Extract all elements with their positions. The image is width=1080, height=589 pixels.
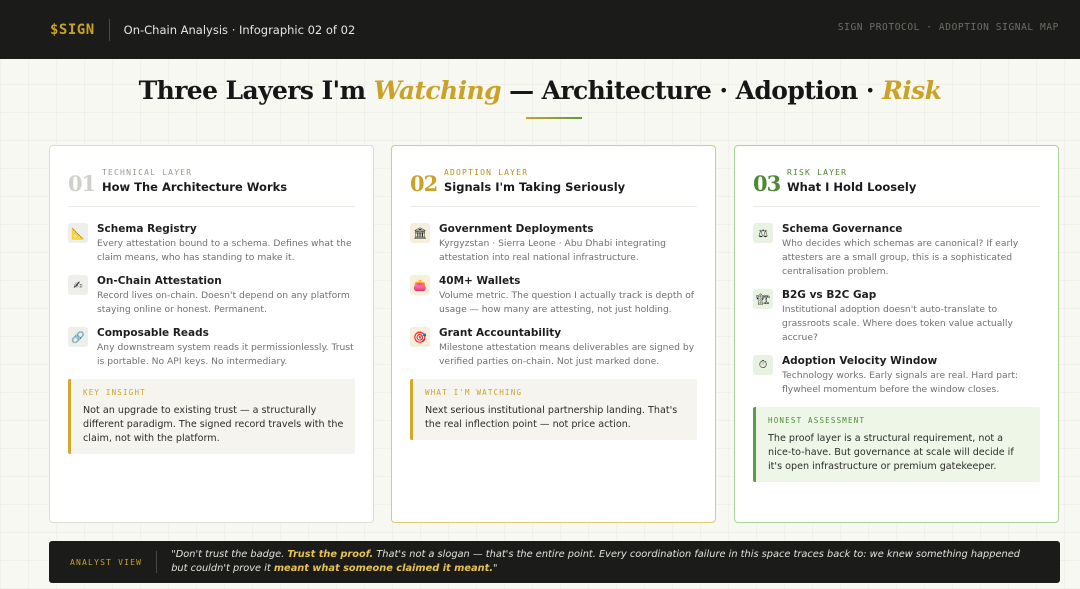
item-title: Schema Governance xyxy=(782,223,903,235)
item-description: Volume metric. The question I actually track is depth of usage — how many are attesting, not just holding. xyxy=(439,290,695,315)
item-description: Institutional adoption doesn't auto-translate to grassroots scale. Where does token value actually accrue? xyxy=(782,304,1013,343)
list-item xyxy=(68,275,355,317)
wallet-icon: 👛 xyxy=(410,275,430,295)
layer-label: RISK LAYER xyxy=(787,168,848,177)
item-description: Every attestation bound to a schema. Defines what the claim means, who has standing to make it. xyxy=(97,238,352,263)
list-item xyxy=(753,355,1040,397)
top-bar xyxy=(0,0,1080,59)
card-technical-layer xyxy=(49,145,374,523)
item-title: Grant Accountability xyxy=(439,327,562,339)
card-risk-layer xyxy=(734,145,1059,523)
card-header xyxy=(753,146,1040,207)
callout-text: Not an upgrade to existing trust — a structurally different paradigm. The signed record travels with the claim, not with the platform. xyxy=(83,405,344,444)
item-title: 40M+ Wallets xyxy=(439,275,521,287)
item-title: On-Chain Attestation xyxy=(97,275,222,287)
callout-label: WHAT I'M WATCHING xyxy=(425,388,523,397)
callout-label: HONEST ASSESSMENT xyxy=(768,416,866,425)
card-number: 03 xyxy=(753,171,781,196)
signing-pen-icon: ✍ xyxy=(68,275,88,295)
layer-label: ADOPTION LAYER xyxy=(444,168,529,177)
watching-callout xyxy=(410,379,697,440)
footer-label: ANALYST VIEW xyxy=(70,557,143,567)
brand-logo: $SIGN xyxy=(50,21,95,38)
item-title: Schema Registry xyxy=(97,223,197,235)
stopwatch-icon: ⏱ xyxy=(753,355,773,375)
footer-divider xyxy=(156,551,157,573)
list-item xyxy=(753,289,1040,345)
item-description: Kyrgyzstan · Sierra Leone · Abu Dhabi integrating attestation into real national infrastructure. xyxy=(439,238,666,263)
header-subtitle: On-Chain Analysis · Infographic 02 of 02 xyxy=(123,22,356,37)
header-right-label: SIGN PROTOCOL · ADOPTION SIGNAL MAP xyxy=(837,22,1059,33)
callout-text: The proof layer is a structural requirement, not a nice-to-have. But governance at scale will decide if it's open infrastructure or premium gatekeeper. xyxy=(768,433,1014,472)
item-description: Technology works. Early signals are real. Hard part: flywheel momentum before the window closes. xyxy=(782,370,1019,395)
quote-middle: That's not a slogan — that's the entire point. Every coordination failure in this space traces back to: we knew something happened but couldn't prove it xyxy=(171,549,1020,574)
list-item xyxy=(68,327,355,369)
list-item xyxy=(410,275,697,317)
item-description: Milestone attestation means deliverables are signed by verified parties on-chain. Not just marked done. xyxy=(439,342,695,367)
item-title: Adoption Velocity Window xyxy=(782,355,938,367)
ruler-triangle-icon: 📐 xyxy=(68,223,88,243)
key-insight-callout xyxy=(68,379,355,454)
page-title xyxy=(0,76,1080,105)
card-title: What I Hold Loosely xyxy=(787,180,917,194)
item-title: B2G vs B2C Gap xyxy=(782,289,877,301)
item-description: Any downstream system reads it permissionlessly. Trust is portable. No API keys. No intermediary. xyxy=(97,342,354,367)
card-adoption-layer xyxy=(391,145,716,523)
item-title: Government Deployments xyxy=(439,223,594,235)
list-item xyxy=(410,327,697,369)
quote-highlight-1: Trust the proof. xyxy=(287,549,374,560)
title-accent-risk: Risk xyxy=(882,76,942,105)
list-item xyxy=(68,223,355,265)
scales-icon: ⚖ xyxy=(753,223,773,243)
title-part-2: — Architecture · Adoption · xyxy=(500,76,883,105)
title-part-1: Three Layers I'm xyxy=(138,76,374,105)
analyst-view-footer xyxy=(49,541,1060,583)
title-underline xyxy=(526,117,582,119)
government-building-icon: 🏛 xyxy=(410,223,430,243)
item-list xyxy=(68,223,355,369)
item-list xyxy=(753,223,1040,397)
analyst-quote xyxy=(171,548,1027,576)
layer-label: TECHNICAL LAYER xyxy=(102,168,193,177)
topbar-divider xyxy=(109,19,110,41)
item-title: Composable Reads xyxy=(97,327,209,339)
callout-text: Next serious institutional partnership landing. That's the real inflection point — not price action. xyxy=(425,405,678,430)
construction-icon: 🏗 xyxy=(753,289,773,309)
title-accent-watching: Watching xyxy=(373,76,501,105)
quote-close: " xyxy=(493,563,498,574)
item-description: Record lives on-chain. Doesn't depend on any platform staying online or honest. Permanent. xyxy=(97,290,350,315)
link-icon: 🔗 xyxy=(68,327,88,347)
target-icon: 🎯 xyxy=(410,327,430,347)
card-header xyxy=(68,146,355,207)
list-item xyxy=(410,223,697,265)
honest-assessment-callout xyxy=(753,407,1040,482)
list-item xyxy=(753,223,1040,279)
card-number: 01 xyxy=(68,171,96,196)
card-title: How The Architecture Works xyxy=(102,180,288,194)
item-list xyxy=(410,223,697,369)
card-title: Signals I'm Taking Seriously xyxy=(444,180,626,194)
card-number: 02 xyxy=(410,171,438,196)
quote-open: "Don't trust the badge. xyxy=(171,549,288,560)
card-header xyxy=(410,146,697,207)
quote-highlight-2: meant what someone claimed it meant. xyxy=(273,563,493,574)
item-description: Who decides which schemas are canonical? If early attesters are a small group, this is a sophisticated centralisation problem. xyxy=(782,238,1019,277)
callout-label: KEY INSIGHT xyxy=(83,388,146,397)
